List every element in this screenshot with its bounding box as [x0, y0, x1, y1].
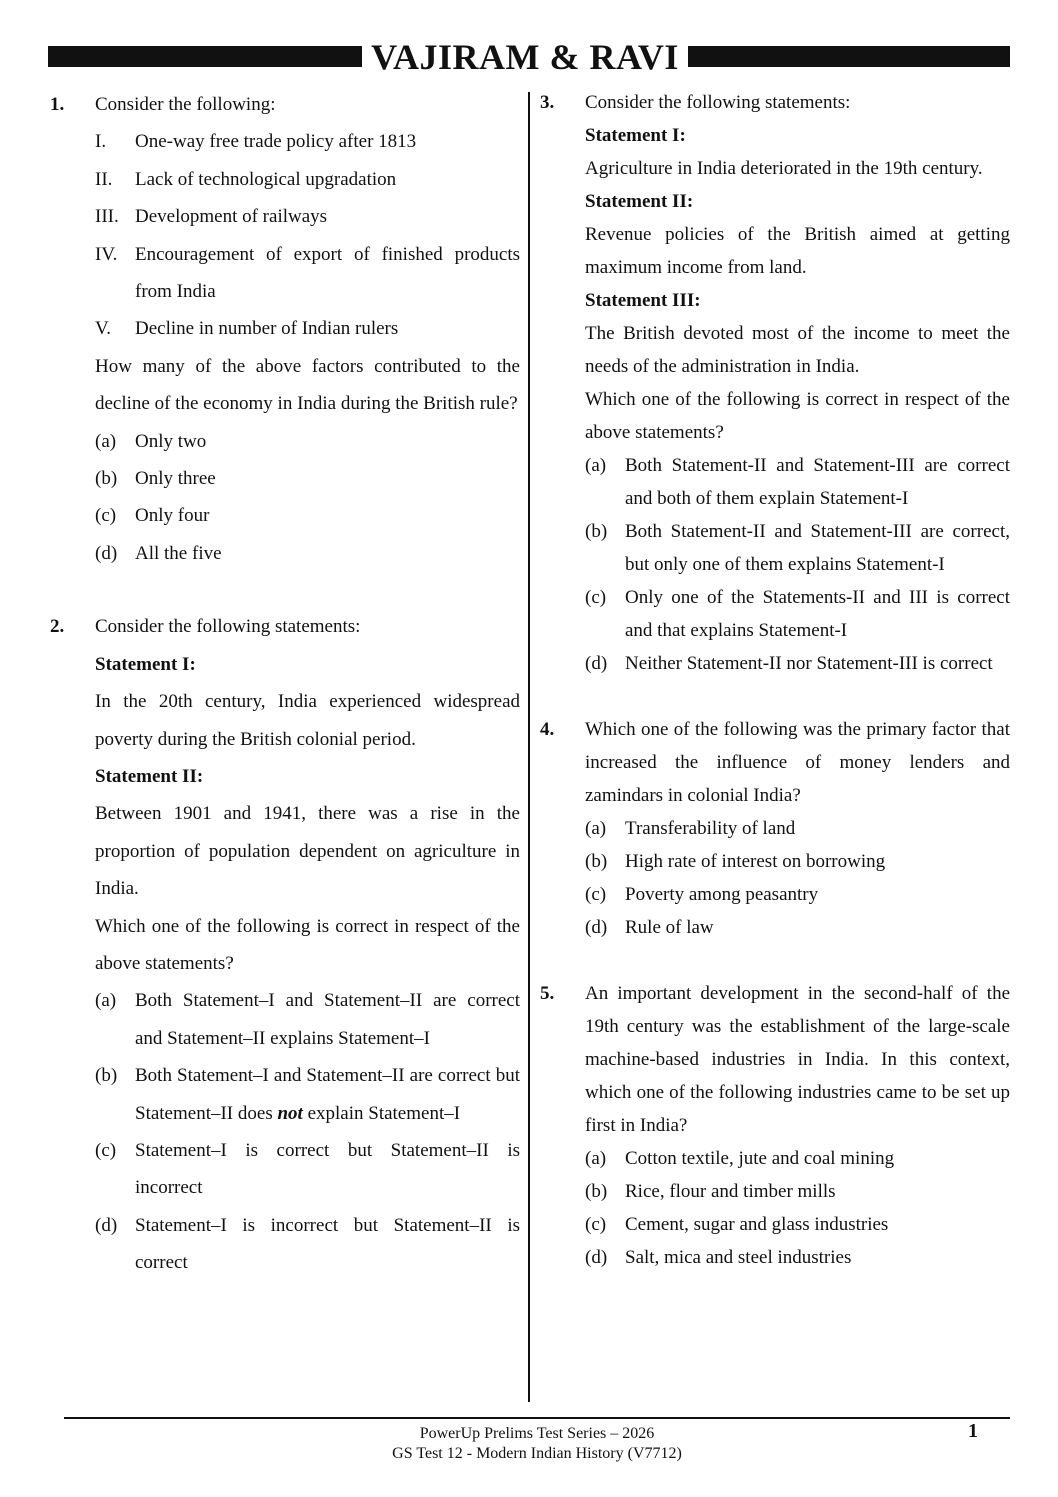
- option-c: [585, 1208, 1010, 1241]
- option-text: Both Statement-II and Statement-III are correct, but only one of them explains Statement-I: [625, 521, 1010, 575]
- option-a: [95, 982, 520, 1057]
- list-item: [95, 236, 520, 311]
- question-1: [50, 86, 520, 572]
- option-a: [585, 449, 1010, 515]
- option-text: Transferability of land: [625, 818, 796, 839]
- option-b: [95, 1057, 520, 1132]
- item-label: III.: [95, 206, 119, 228]
- option-text: Statement–I is correct but Statement–II is incorrect: [135, 1139, 520, 1199]
- item-text: Lack of technological upgradation: [135, 168, 397, 190]
- footer-rule: [64, 1417, 1010, 1419]
- footer: [64, 1424, 1010, 1464]
- option-label: (c): [95, 1139, 117, 1161]
- option-text: Only four: [135, 505, 210, 527]
- option-text: Cement, sugar and glass industries: [625, 1214, 889, 1235]
- option-label: (a): [95, 990, 117, 1012]
- option-text: Rule of law: [625, 917, 714, 938]
- question-number: 3.: [540, 92, 555, 113]
- option-b: [585, 1175, 1010, 1208]
- statement-text: Agriculture in India deteriorated in the 19th century.: [585, 158, 983, 179]
- option-d: [95, 535, 520, 572]
- brand-title: VAJIRAM & RAVI: [371, 37, 679, 77]
- option-text: Only two: [135, 430, 207, 452]
- question-number: 4.: [540, 719, 555, 740]
- question-prompt: Which one of the following is correct in respect of the above statements?: [95, 915, 520, 974]
- option-label: (d): [585, 1247, 608, 1268]
- list-item: [95, 198, 520, 235]
- question-prompt: How many of the above factors contributed to the decline of the economy in India during the British rule?: [95, 355, 520, 415]
- option-label: (d): [95, 542, 118, 564]
- option-text: Only one of the Statements-II and III is correct and that explains Statement-I: [625, 587, 1010, 641]
- option-label: (b): [585, 1181, 608, 1202]
- question-number: 2.: [50, 616, 65, 638]
- statement-label: Statement III:: [585, 290, 701, 311]
- question-2: [50, 608, 520, 1281]
- item-label: II.: [95, 168, 113, 190]
- left-column: [50, 86, 520, 1282]
- question-stem: Which one of the following was the primary factor that increased the influence of money lenders and zamindars in colonial India?: [585, 719, 1010, 806]
- option-text-post: explain Statement–I: [302, 1102, 461, 1124]
- option-a: [95, 423, 520, 460]
- option-d: [95, 1207, 520, 1282]
- item-text: Development of railways: [135, 206, 328, 228]
- option-label: (b): [585, 521, 608, 542]
- option-a: [585, 1142, 1010, 1175]
- statement-label: Statement II:: [585, 191, 694, 212]
- option-text: Both Statement–I and Statement–II are correct and Statement–II explains Statement–I: [135, 990, 520, 1049]
- footer-test: GS Test 12 - Modern Indian History (V7712): [392, 1445, 682, 1462]
- option-text-emphasis: not: [277, 1102, 303, 1124]
- statement-text: Between 1901 and 1941, there was a rise in the proportion of population dependent on agriculture in India.: [95, 803, 520, 900]
- item-label: V.: [95, 318, 112, 340]
- option-label: (c): [585, 884, 607, 905]
- option-label: (c): [585, 587, 607, 608]
- option-text: Rice, flour and timber mills: [625, 1181, 836, 1202]
- option-c: [585, 878, 1010, 911]
- question-number: 5.: [540, 983, 555, 1004]
- option-text-pre: Both Statement–I and Statement–II are correct but Statement–II does: [135, 1065, 520, 1124]
- option-c: [95, 497, 520, 534]
- option-c: [95, 1132, 520, 1207]
- option-label: (b): [585, 851, 608, 872]
- option-label: (c): [95, 505, 117, 527]
- footer-series: PowerUp Prelims Test Series – 2026: [419, 1425, 655, 1442]
- item-text: One-way free trade policy after 1813: [135, 131, 417, 153]
- option-label: (a): [585, 1148, 607, 1169]
- option-b: [95, 460, 520, 497]
- item-text: Decline in number of Indian rulers: [135, 318, 399, 340]
- option-text: Statement–I is incorrect but Statement–II is correct: [135, 1214, 520, 1274]
- statement-text: The British devoted most of the income to meet the needs of the administration in India.: [585, 323, 1010, 377]
- question-stem: An important development in the second-half of the 19th century was the establishment of the large-scale machine-based industries in India. In this context, which one of the following industries came to be set up first in India?: [585, 983, 1010, 1136]
- item-label: IV.: [95, 243, 118, 265]
- question-number: 1.: [50, 94, 65, 115]
- question-stem: Consider the following statements:: [585, 92, 851, 113]
- header-bar-left: [48, 46, 362, 67]
- option-label: (c): [585, 1214, 607, 1235]
- statement-label: Statement I:: [95, 653, 196, 675]
- question-stem: Consider the following statements:: [95, 616, 361, 638]
- option-label: (b): [95, 1065, 118, 1087]
- option-label: (a): [585, 818, 607, 839]
- statement-text: Revenue policies of the British aimed at getting maximum income from land.: [585, 224, 1010, 278]
- statement-label: Statement II:: [95, 765, 204, 787]
- list-item: [95, 310, 520, 347]
- question-stem: Consider the following:: [95, 94, 276, 115]
- option-text: High rate of interest on borrowing: [625, 851, 886, 872]
- column-divider: [528, 92, 530, 1402]
- option-label: (d): [585, 917, 608, 938]
- list-item: [95, 123, 520, 160]
- option-b: [585, 515, 1010, 581]
- header-bar-right: [688, 46, 1010, 67]
- question-4: [540, 713, 1010, 944]
- option-b: [585, 845, 1010, 878]
- option-label: (a): [585, 455, 607, 476]
- option-label: (a): [95, 430, 117, 452]
- statement-text: In the 20th century, India experienced widespread poverty during the British colonial period.: [95, 691, 520, 750]
- question-3: [540, 86, 1010, 680]
- option-text: All the five: [135, 542, 222, 564]
- page-number: 1: [968, 1420, 978, 1442]
- item-label: I.: [95, 131, 107, 153]
- option-label: (d): [585, 653, 608, 674]
- option-d: [585, 911, 1010, 944]
- item-text: Encouragement of export of finished products from India: [135, 243, 520, 303]
- option-text: Poverty among peasantry: [625, 884, 819, 905]
- header-banner: [48, 37, 1010, 77]
- option-text: Neither Statement-II nor Statement-III is correct: [625, 653, 993, 674]
- option-c: [585, 581, 1010, 647]
- option-label: (d): [95, 1214, 118, 1236]
- right-column: [540, 86, 1010, 1274]
- statement-label: Statement I:: [585, 125, 686, 146]
- option-text: Salt, mica and steel industries: [625, 1247, 852, 1268]
- question-prompt: Which one of the following is correct in respect of the above statements?: [585, 389, 1010, 443]
- option-d: [585, 1241, 1010, 1274]
- option-label: (b): [95, 468, 118, 490]
- option-d: [585, 647, 1010, 680]
- option-text: Both Statement-II and Statement-III are correct and both of them explain Statement-I: [625, 455, 1010, 509]
- option-a: [585, 812, 1010, 845]
- option-text: Only three: [135, 468, 216, 490]
- question-5: [540, 977, 1010, 1274]
- list-item: [95, 161, 520, 198]
- option-text: Cotton textile, jute and coal mining: [625, 1148, 895, 1169]
